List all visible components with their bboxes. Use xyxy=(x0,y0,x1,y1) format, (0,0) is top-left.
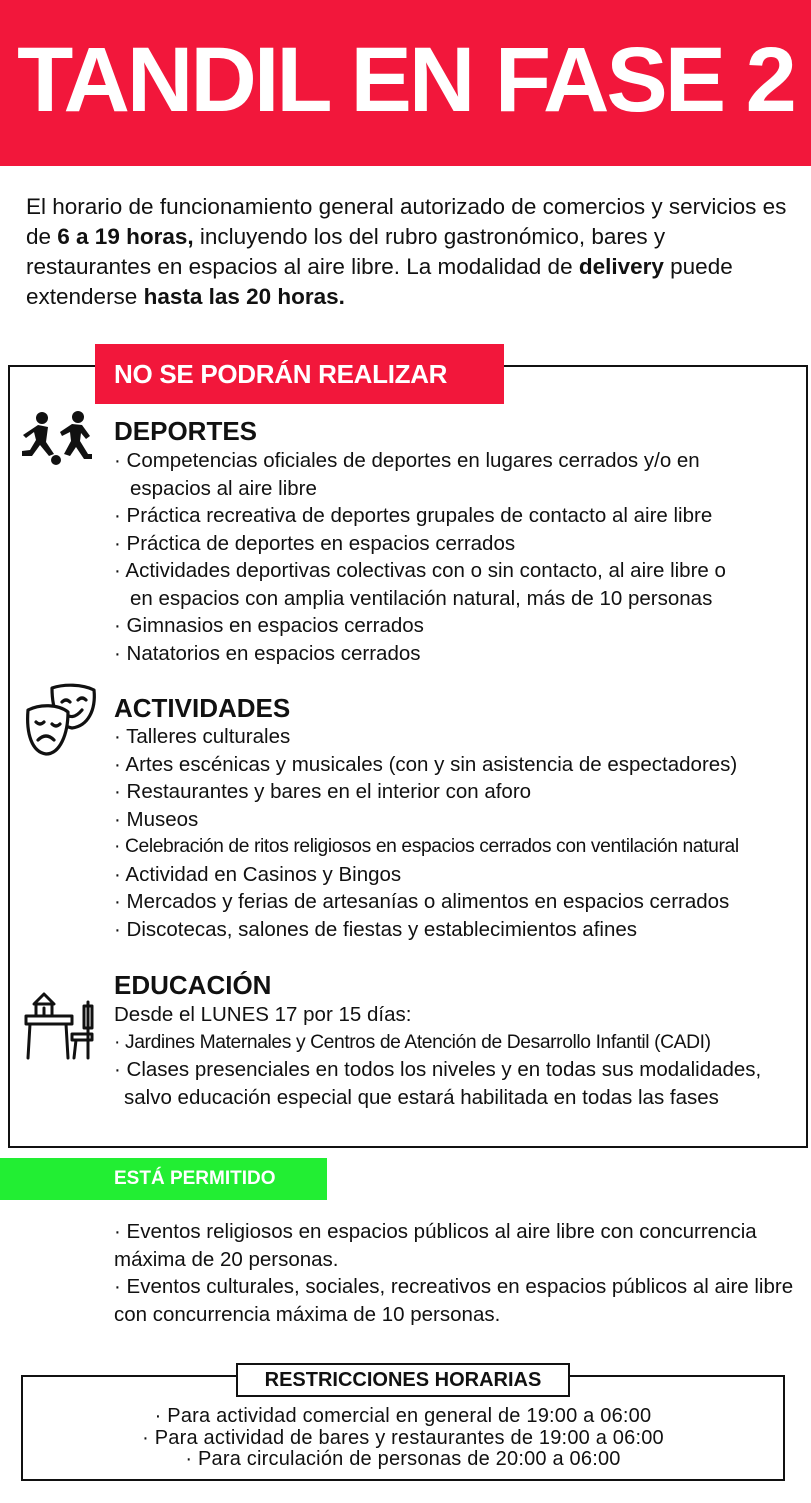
hours-title: RESTRICCIONES HORARIAS xyxy=(236,1363,570,1397)
header-banner xyxy=(0,0,811,166)
actividades-list xyxy=(114,723,739,943)
list-item: · Para actividad de bares y restaurantes de 19:00 a 06:00 xyxy=(142,1426,664,1449)
school-desk-icon xyxy=(22,990,96,1062)
list-item: · Natatorios en espacios cerrados xyxy=(114,641,421,665)
educacion-list xyxy=(114,1001,761,1111)
list-item: · Competencias oficiales de deportes en lugares cerrados y/o en xyxy=(114,449,700,472)
intro-bold-hours: 6 a 19 horas, xyxy=(57,224,194,249)
list-item: en espacios con amplia ventilación natural, más de 10 personas xyxy=(130,586,713,610)
list-item: · Discotecas, salones de fiestas y establecimientos afines xyxy=(114,917,638,941)
list-item: · Artes escénicas y musicales (con y sin asistencia de espectadores) xyxy=(114,752,738,776)
list-item: · Actividad en Casinos y Bingos xyxy=(114,862,402,886)
list-item: · Talleres culturales xyxy=(114,725,291,748)
page-title: TANDIL EN FASE 2 xyxy=(17,29,794,131)
soccer-players-icon xyxy=(18,410,96,468)
permitted-list xyxy=(114,1218,804,1328)
list-item: · Mercados y ferias de artesanías o alimentos en espacios cerrados xyxy=(114,890,730,913)
hours-list xyxy=(21,1406,785,1471)
educacion-lead: Desde el LUNES 17 por 15 días: xyxy=(114,1003,412,1026)
list-item: · Actividades deportivas colectivas con o sin contacto, al aire libre o xyxy=(114,559,726,582)
list-item: · Gimnasios en espacios cerrados xyxy=(114,614,424,637)
intro-bold-until: hasta las 20 horas. xyxy=(143,284,345,309)
intro-text-2: incluyendo los del rubro gastronómico, bares y restaurantes en espacios al aire libre. La modalidad de xyxy=(26,224,666,279)
theater-masks-icon xyxy=(24,682,98,758)
permitted-banner: ESTÁ PERMITIDO xyxy=(0,1158,327,1200)
deportes-list xyxy=(114,447,726,667)
list-item: salvo educación especial que estará habilitada en todas las fases xyxy=(124,1085,719,1109)
list-item: · Para circulación de personas de 20:00 a 06:00 xyxy=(185,1448,621,1470)
actividades-title: ACTIVIDADES xyxy=(114,693,291,723)
list-item: · Jardines Maternales y Centros de Atención de Desarrollo Infantil (CADI) xyxy=(114,1031,711,1053)
intro-paragraph xyxy=(26,192,796,312)
educacion-title: EDUCACIÓN xyxy=(114,970,272,1000)
intro-text-3: puede extenderse xyxy=(26,254,733,309)
list-item: · Práctica de deportes en espacios cerrados xyxy=(114,531,516,555)
list-item: · Clases presenciales en todos los niveles y en todas sus modalidades, xyxy=(114,1058,762,1081)
deportes-title: DEPORTES xyxy=(114,416,258,446)
list-item: · Para actividad comercial en general de 19:00 a 06:00 xyxy=(154,1405,652,1427)
list-item: · Práctica recreativa de deportes grupales de contacto al aire libre xyxy=(114,504,713,527)
list-item: · Eventos culturales, sociales, recreativos en espacios públicos al aire libre con concurrencia máxima de 10 personas. xyxy=(114,1275,794,1326)
restrictions-banner: NO SE PODRÁN REALIZAR xyxy=(95,344,504,404)
list-item: · Celebración de ritos religiosos en espacios cerrados con ventilación natural xyxy=(114,836,739,857)
list-item: · Eventos religiosos en espacios públicos al aire libre con concurrencia máxima de 20 personas. xyxy=(114,1220,757,1271)
intro-bold-delivery: delivery xyxy=(578,254,664,279)
list-item: espacios al aire libre xyxy=(130,476,317,500)
list-item: · Restaurantes y bares en el interior con aforo xyxy=(114,780,532,803)
intro-text-1: El horario de funcionamiento general autorizado de comercios y servicios es de xyxy=(26,194,787,249)
list-item: · Museos xyxy=(114,807,199,831)
